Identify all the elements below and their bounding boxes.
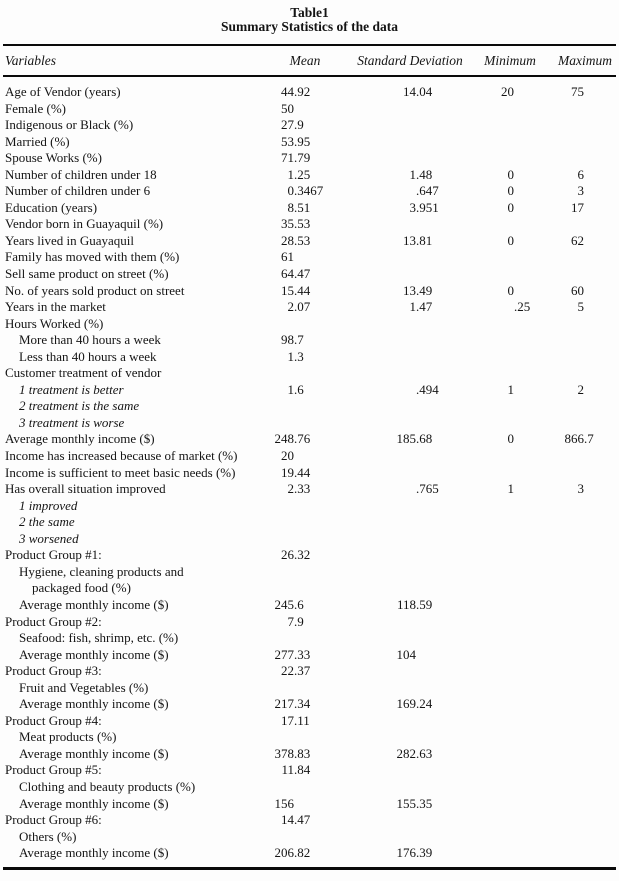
table-row: [3, 200, 616, 217]
mean-cell: 14 .47: [281, 812, 311, 828]
row-label: Product Group #1:: [5, 547, 102, 563]
table-row: [3, 614, 616, 631]
sd-cell: 185 .68: [396, 431, 433, 447]
table-row: [3, 448, 616, 465]
row-label: Product Group #5:: [5, 762, 102, 778]
row-label: 1 improved: [19, 497, 78, 513]
table-row: [3, 150, 616, 167]
min-cell: [470, 829, 540, 846]
table-row: [3, 680, 616, 697]
table-row: [3, 779, 616, 796]
min-cell: [470, 796, 540, 813]
min-cell: 20: [501, 84, 514, 99]
max-cell: [540, 663, 616, 680]
sd-cell: 104: [396, 646, 416, 662]
max-cell: [540, 266, 616, 283]
sd-cell: .494: [416, 381, 439, 397]
max-cell: 75: [571, 84, 584, 99]
min-cell: [470, 415, 540, 432]
max-cell: [540, 630, 616, 647]
min-cell: 0: [507, 431, 514, 447]
table-row: [3, 134, 616, 151]
min-cell: [470, 729, 540, 746]
mean-cell: 0 .3467: [287, 183, 324, 199]
min-cell: [470, 614, 540, 631]
sd-cell: 1 .47: [409, 299, 433, 315]
mean-cell: 22 .37: [281, 663, 311, 679]
min-cell: 0: [507, 232, 514, 248]
row-label: packaged food (%): [32, 580, 131, 596]
table-row: [3, 365, 616, 382]
row-label: Others (%): [19, 828, 77, 844]
row-label: Hours Worked (%): [5, 315, 104, 331]
sd-cell: 13 .81: [403, 232, 433, 248]
max-cell: [540, 779, 616, 796]
table-row: [3, 762, 616, 779]
max-cell: 17: [571, 199, 584, 215]
mean-cell: 98 .7: [281, 332, 304, 348]
table-row: [3, 183, 616, 200]
row-label: Average monthly income ($): [19, 845, 169, 861]
min-cell: [470, 647, 540, 664]
max-cell: [540, 398, 616, 415]
min-cell: [470, 266, 540, 283]
table-row: [3, 829, 616, 846]
row-label: Average monthly income ($): [19, 745, 169, 761]
table-row: [3, 101, 616, 118]
table-caption: Summary Statistics of the data: [221, 19, 398, 34]
table-row: [3, 564, 616, 581]
row-label: 1 treatment is better: [19, 381, 124, 397]
mean-cell: [230, 630, 350, 647]
mean-cell: 206 .82: [274, 845, 311, 861]
row-label: Product Group #3:: [5, 663, 102, 679]
column-header-row: [3, 46, 616, 75]
mean-cell: 8 .51: [287, 199, 311, 215]
table-row: [3, 431, 616, 448]
max-cell: 866 .7: [564, 431, 594, 447]
sd-cell: .765: [416, 481, 439, 497]
table-row: [3, 316, 616, 333]
max-cell: [540, 514, 616, 531]
sd-cell: [350, 614, 470, 631]
row-label: No. of years sold product on street: [5, 282, 185, 298]
sd-cell: 1 .48: [409, 166, 433, 182]
max-cell: [540, 647, 616, 664]
row-label: Spouse Works (%): [5, 150, 102, 166]
sd-cell: [350, 332, 470, 349]
table-row: [3, 647, 616, 664]
min-cell: [470, 547, 540, 564]
min-cell: [470, 134, 540, 151]
row-label: Average monthly income ($): [19, 696, 169, 712]
mean-cell: [230, 415, 350, 432]
table-row: [3, 580, 616, 597]
col-header-minimum: Minimum: [484, 52, 536, 68]
max-cell: [540, 614, 616, 631]
table-row: [3, 465, 616, 482]
min-cell: [470, 316, 540, 333]
mean-cell: [230, 680, 350, 697]
mean-cell: [230, 316, 350, 333]
sd-cell: 13 .49: [403, 282, 433, 298]
max-cell: [540, 762, 616, 779]
min-cell: [470, 713, 540, 730]
min-cell: [470, 216, 540, 233]
sd-cell: 3 .951: [409, 199, 439, 215]
sd-cell: [350, 762, 470, 779]
mean-cell: 2 .33: [287, 481, 311, 497]
max-cell: [540, 746, 616, 763]
table-title: [0, 0, 619, 34]
sd-cell: 14 .04: [403, 84, 433, 99]
table-row: [3, 729, 616, 746]
row-label: Number of children under 6: [5, 183, 151, 199]
row-label: Income is sufficient to meet basic needs (%): [5, 464, 236, 480]
sd-cell: 155 .35: [396, 795, 433, 811]
sd-cell: [350, 713, 470, 730]
sd-cell: 118 .59: [396, 596, 433, 612]
max-cell: [540, 498, 616, 515]
mean-cell: 1 .25: [287, 166, 311, 182]
table-row: [3, 398, 616, 415]
table-row: [3, 845, 616, 862]
min-cell: [470, 498, 540, 515]
table-row: [3, 498, 616, 515]
table-row: [3, 84, 616, 101]
row-label: Sell same product on street (%): [5, 266, 169, 282]
row-label: Family has moved with them (%): [5, 249, 180, 265]
mean-cell: [230, 564, 350, 581]
min-cell: [470, 398, 540, 415]
table-row: [3, 796, 616, 813]
table-row: [3, 696, 616, 713]
min-cell: [470, 663, 540, 680]
mean-cell: 1 .6: [287, 381, 304, 397]
sd-cell: [350, 117, 470, 134]
row-label: Meat products (%): [19, 729, 117, 745]
max-cell: [540, 332, 616, 349]
min-cell: [470, 365, 540, 382]
mean-cell: 26 .32: [281, 547, 311, 563]
row-label: Female (%): [5, 100, 67, 116]
sd-cell: [350, 580, 470, 597]
min-cell: 1: [507, 481, 514, 497]
min-cell: [470, 531, 540, 548]
row-label: Product Group #4:: [5, 712, 102, 728]
row-label: Years lived in Guayaquil: [5, 232, 135, 248]
sd-cell: 176 .39: [396, 845, 433, 861]
row-label: Income has increased because of market (%): [5, 448, 238, 464]
mean-cell: [230, 779, 350, 796]
table-row: [3, 713, 616, 730]
min-cell: [470, 101, 540, 118]
row-label: Vendor born in Guayaquil (%): [5, 216, 164, 232]
min-cell: [470, 746, 540, 763]
col-header-maximum: Maximum: [558, 52, 612, 68]
mean-cell: 71 .79: [281, 150, 311, 166]
row-label: Average monthly income ($): [5, 431, 155, 447]
sd-cell: [350, 630, 470, 647]
mean-cell: 44 .92: [281, 84, 311, 99]
mean-cell: 35 .53: [281, 216, 311, 232]
max-cell: [540, 465, 616, 482]
max-cell: [540, 845, 616, 862]
max-cell: 3: [577, 481, 584, 497]
mean-cell: 11 .84: [281, 762, 311, 778]
sd-cell: [350, 779, 470, 796]
mean-cell: 245 .6: [274, 596, 304, 612]
table-row: [3, 299, 616, 316]
min-cell: 0: [507, 199, 514, 215]
max-cell: [540, 349, 616, 366]
mean-cell: 15 .44: [281, 282, 311, 298]
table-row: [3, 216, 616, 233]
table-row: [3, 481, 616, 498]
min-cell: [470, 349, 540, 366]
max-cell: 3: [577, 183, 584, 199]
row-label: Product Group #6:: [5, 812, 102, 828]
table-row: [3, 233, 616, 250]
sd-cell: [350, 134, 470, 151]
sd-cell: [350, 150, 470, 167]
table-row: [3, 597, 616, 614]
sd-cell: [350, 812, 470, 829]
sd-cell: [350, 365, 470, 382]
max-cell: [540, 829, 616, 846]
mean-cell: [230, 398, 350, 415]
max-cell: [540, 150, 616, 167]
bottom-rule: [3, 867, 616, 870]
row-label: Product Group #2:: [5, 613, 102, 629]
min-cell: [470, 680, 540, 697]
sd-cell: [350, 514, 470, 531]
mean-cell: 7 .9: [287, 613, 304, 629]
table-row: [3, 746, 616, 763]
min-cell: [470, 779, 540, 796]
row-label: Years in the market: [5, 299, 106, 315]
mean-cell: 19 .44: [281, 464, 311, 480]
max-cell: [540, 365, 616, 382]
row-label: Age of Vendor (years): [5, 84, 121, 99]
sd-cell: [350, 266, 470, 283]
max-cell: [540, 796, 616, 813]
row-label: Average monthly income ($): [19, 596, 169, 612]
mean-cell: 53 .95: [281, 133, 311, 149]
sd-cell: [350, 216, 470, 233]
table-row: [3, 167, 616, 184]
max-cell: [540, 134, 616, 151]
max-cell: [540, 580, 616, 597]
max-cell: [540, 117, 616, 134]
mean-cell: 50: [281, 100, 294, 116]
min-cell: [470, 150, 540, 167]
mean-cell: [230, 365, 350, 382]
sd-cell: [350, 465, 470, 482]
table-row: [3, 630, 616, 647]
table-body: [3, 77, 616, 862]
row-label: Clothing and beauty products (%): [19, 778, 196, 794]
col-header-variables: Variables: [5, 52, 57, 68]
mean-cell: 61: [281, 249, 294, 265]
sd-cell: .647: [416, 183, 439, 199]
max-cell: [540, 597, 616, 614]
max-cell: [540, 729, 616, 746]
sd-cell: [350, 547, 470, 564]
mean-cell: [230, 580, 350, 597]
mean-cell: 17 .11: [281, 712, 310, 728]
table-row: [3, 514, 616, 531]
max-cell: 6: [577, 166, 584, 182]
sd-cell: [350, 448, 470, 465]
sd-cell: [350, 349, 470, 366]
max-cell: [540, 547, 616, 564]
min-cell: [470, 812, 540, 829]
max-cell: [540, 531, 616, 548]
sd-cell: [350, 498, 470, 515]
mean-cell: 156: [274, 795, 294, 811]
row-label: Seafood: fish, shrimp, etc. (%): [19, 630, 179, 646]
max-cell: 2: [577, 381, 584, 397]
max-cell: [540, 216, 616, 233]
min-cell: [470, 465, 540, 482]
table-row: [3, 266, 616, 283]
max-cell: [540, 448, 616, 465]
min-cell: [470, 845, 540, 862]
row-label: Hygiene, cleaning products and: [19, 563, 184, 579]
row-label: 2 the same: [19, 514, 75, 530]
table-row: [3, 349, 616, 366]
table-row: [3, 547, 616, 564]
row-label: 2 treatment is the same: [19, 398, 140, 414]
min-cell: [470, 762, 540, 779]
mean-cell: [230, 514, 350, 531]
row-label: More than 40 hours a week: [19, 332, 161, 348]
max-cell: [540, 680, 616, 697]
mean-cell: [230, 729, 350, 746]
min-cell: [470, 514, 540, 531]
min-cell: [470, 630, 540, 647]
table-row: [3, 531, 616, 548]
sd-cell: [350, 398, 470, 415]
mean-cell: 248 .76: [274, 431, 311, 447]
sd-cell: [350, 415, 470, 432]
table-row: [3, 382, 616, 399]
row-label: Indigenous or Black (%): [5, 117, 134, 133]
mean-cell: 2 .07: [287, 299, 311, 315]
table-row: [3, 332, 616, 349]
row-label: Has overall situation improved: [5, 481, 166, 497]
row-label: Average monthly income ($): [19, 646, 169, 662]
sd-cell: [350, 531, 470, 548]
max-cell: [540, 101, 616, 118]
min-cell: 0: [507, 166, 514, 182]
min-cell: [470, 448, 540, 465]
min-cell: [470, 696, 540, 713]
table-row: [3, 663, 616, 680]
col-header-standard-deviation: Standard Deviation: [357, 52, 463, 68]
max-cell: [540, 696, 616, 713]
table-number: Table1: [290, 5, 329, 20]
sd-cell: [350, 680, 470, 697]
sd-cell: [350, 729, 470, 746]
max-cell: 60: [571, 282, 584, 298]
row-label: Less than 40 hours a week: [19, 348, 157, 364]
mean-cell: 277 .33: [274, 646, 311, 662]
row-label: Married (%): [5, 133, 70, 149]
row-label: Fruit and Vegetables (%): [19, 679, 149, 695]
mean-cell: 378 .83: [274, 745, 311, 761]
sd-cell: 282 .63: [396, 745, 433, 761]
min-cell: .25: [514, 299, 531, 315]
row-label: Education (years): [5, 199, 98, 215]
row-label: Customer treatment of vendor: [5, 365, 162, 381]
min-cell: [470, 580, 540, 597]
min-cell: [470, 117, 540, 134]
sd-cell: [350, 829, 470, 846]
table-row: [3, 117, 616, 134]
max-cell: 5: [577, 299, 584, 315]
max-cell: [540, 249, 616, 266]
mean-cell: [230, 531, 350, 548]
mean-cell: 64 .47: [281, 266, 311, 282]
mean-cell: 28 .53: [281, 232, 311, 248]
table-row: [3, 812, 616, 829]
mean-cell: 217 .34: [274, 696, 311, 712]
mean-cell: 1 .3: [287, 348, 304, 364]
max-cell: [540, 812, 616, 829]
min-cell: [470, 332, 540, 349]
max-cell: [540, 713, 616, 730]
max-cell: [540, 316, 616, 333]
min-cell: 0: [507, 282, 514, 298]
mean-cell: [230, 498, 350, 515]
table-row: [3, 415, 616, 432]
row-label: Number of children under 18: [5, 166, 157, 182]
mean-cell: [230, 829, 350, 846]
row-label: Average monthly income ($): [19, 795, 169, 811]
table-row: [3, 249, 616, 266]
table-row: [3, 283, 616, 300]
max-cell: [540, 415, 616, 432]
min-cell: 0: [507, 183, 514, 199]
min-cell: [470, 597, 540, 614]
min-cell: [470, 249, 540, 266]
sd-cell: [350, 249, 470, 266]
mean-cell: 20: [281, 448, 294, 464]
sd-cell: [350, 564, 470, 581]
max-cell: 62: [571, 232, 584, 248]
sd-cell: [350, 101, 470, 118]
min-cell: 1: [507, 381, 514, 397]
row-label: 3 worsened: [19, 530, 79, 546]
min-cell: [470, 564, 540, 581]
row-label: 3 treatment is worse: [19, 414, 125, 430]
max-cell: [540, 564, 616, 581]
sd-cell: [350, 663, 470, 680]
col-header-mean: Mean: [289, 52, 321, 68]
sd-cell: [350, 316, 470, 333]
mean-cell: 27 .9: [281, 117, 304, 133]
sd-cell: 169 .24: [396, 696, 433, 712]
